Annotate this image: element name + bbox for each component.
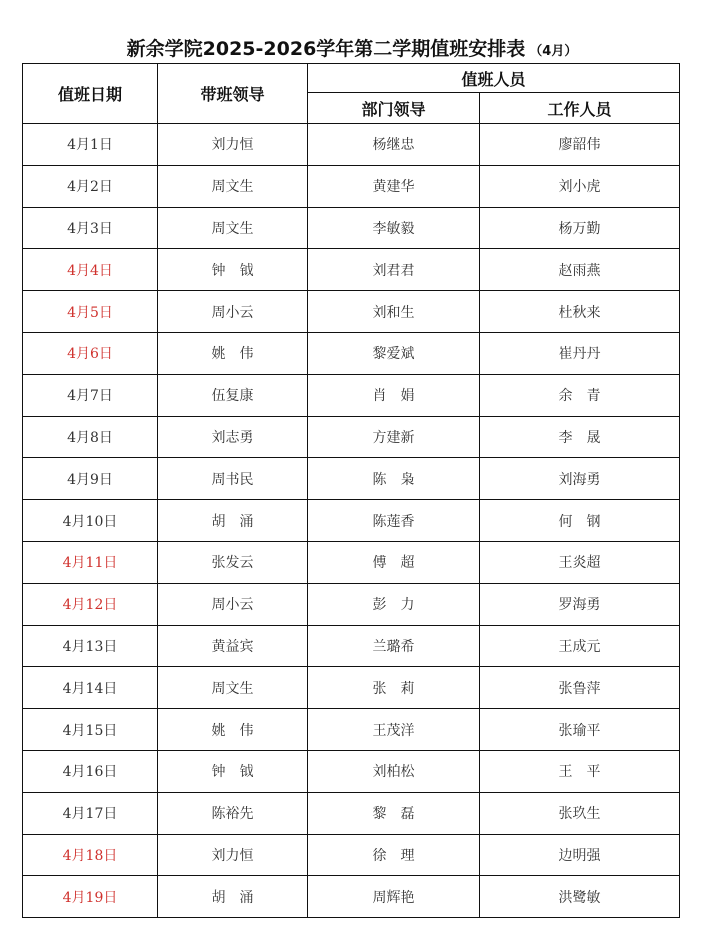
cell-worker: 何 钢 [480, 500, 680, 542]
cell-date: 4月19日 [23, 876, 158, 918]
cell-worker: 杨万勤 [480, 207, 680, 249]
table-row [23, 416, 680, 458]
cell-leader: 张发云 [158, 541, 308, 583]
cell-dept-leader: 肖 娟 [308, 374, 480, 416]
header-leader: 带班领导 [158, 64, 308, 124]
cell-dept-leader: 刘君君 [308, 249, 480, 291]
cell-date: 4月7日 [23, 374, 158, 416]
cell-leader: 周文生 [158, 165, 308, 207]
cell-dept-leader: 张 莉 [308, 667, 480, 709]
cell-date: 4月12日 [23, 583, 158, 625]
cell-date: 4月2日 [23, 165, 158, 207]
cell-leader: 周小云 [158, 583, 308, 625]
cell-dept-leader: 刘和生 [308, 291, 480, 333]
cell-date: 4月4日 [23, 249, 158, 291]
cell-worker: 赵雨燕 [480, 249, 680, 291]
cell-worker: 刘海勇 [480, 458, 680, 500]
table-row [23, 834, 680, 876]
cell-date: 4月5日 [23, 291, 158, 333]
cell-worker: 崔丹丹 [480, 332, 680, 374]
header-staff-group: 值班人员 [308, 64, 680, 93]
table-row [23, 332, 680, 374]
table-row [23, 750, 680, 792]
cell-dept-leader: 陈莲香 [308, 500, 480, 542]
cell-leader: 伍复康 [158, 374, 308, 416]
cell-worker: 廖韶伟 [480, 124, 680, 166]
cell-leader: 胡 涌 [158, 876, 308, 918]
cell-dept-leader: 李敏毅 [308, 207, 480, 249]
cell-dept-leader: 傅 超 [308, 541, 480, 583]
cell-leader: 刘力恒 [158, 124, 308, 166]
cell-date: 4月1日 [23, 124, 158, 166]
cell-dept-leader: 刘柏松 [308, 750, 480, 792]
table-row [23, 458, 680, 500]
table-header [23, 64, 680, 124]
cell-date: 4月14日 [23, 667, 158, 709]
cell-worker: 张鲁萍 [480, 667, 680, 709]
cell-worker: 张瑜平 [480, 709, 680, 751]
cell-leader: 刘力恒 [158, 834, 308, 876]
cell-worker: 边明强 [480, 834, 680, 876]
cell-leader: 姚 伟 [158, 709, 308, 751]
title-text: 新余学院2025-2026学年第二学期值班安排表 [126, 38, 526, 60]
cell-date: 4月9日 [23, 458, 158, 500]
cell-worker: 张玖生 [480, 792, 680, 834]
cell-date: 4月16日 [23, 750, 158, 792]
cell-dept-leader: 黄建华 [308, 165, 480, 207]
table-row [23, 583, 680, 625]
cell-worker: 王炎超 [480, 541, 680, 583]
cell-dept-leader: 方建新 [308, 416, 480, 458]
header-date: 值班日期 [23, 64, 158, 124]
cell-leader: 周文生 [158, 667, 308, 709]
table-row [23, 291, 680, 333]
table-row [23, 667, 680, 709]
cell-leader: 周文生 [158, 207, 308, 249]
cell-dept-leader: 王茂洋 [308, 709, 480, 751]
cell-date: 4月10日 [23, 500, 158, 542]
table-row [23, 374, 680, 416]
cell-dept-leader: 兰璐希 [308, 625, 480, 667]
cell-date: 4月15日 [23, 709, 158, 751]
table-row [23, 165, 680, 207]
cell-leader: 周书民 [158, 458, 308, 500]
cell-leader: 黄益宾 [158, 625, 308, 667]
cell-worker: 杜秋来 [480, 291, 680, 333]
cell-dept-leader: 陈 枭 [308, 458, 480, 500]
title-month: （4月） [529, 44, 578, 59]
header-dept-leader: 部门领导 [308, 93, 480, 124]
cell-worker: 余 青 [480, 374, 680, 416]
table-row [23, 876, 680, 918]
cell-date: 4月8日 [23, 416, 158, 458]
table-row [23, 625, 680, 667]
cell-worker: 洪鹭敏 [480, 876, 680, 918]
cell-date: 4月13日 [23, 625, 158, 667]
cell-leader: 周小云 [158, 291, 308, 333]
cell-dept-leader: 黎 磊 [308, 792, 480, 834]
cell-dept-leader: 黎爱斌 [308, 332, 480, 374]
cell-leader: 刘志勇 [158, 416, 308, 458]
cell-dept-leader: 徐 理 [308, 834, 480, 876]
cell-dept-leader: 杨继忠 [308, 124, 480, 166]
header-worker: 工作人员 [480, 93, 680, 124]
table-row [23, 541, 680, 583]
table-row [23, 792, 680, 834]
table-body [23, 124, 680, 918]
page-title [0, 34, 704, 61]
cell-leader: 钟 钺 [158, 750, 308, 792]
cell-leader: 胡 涌 [158, 500, 308, 542]
table-row [23, 207, 680, 249]
cell-date: 4月3日 [23, 207, 158, 249]
cell-leader: 姚 伟 [158, 332, 308, 374]
cell-worker: 李 晟 [480, 416, 680, 458]
table-row [23, 709, 680, 751]
cell-date: 4月11日 [23, 541, 158, 583]
cell-worker: 王成元 [480, 625, 680, 667]
cell-worker: 罗海勇 [480, 583, 680, 625]
table-row [23, 249, 680, 291]
cell-leader: 钟 钺 [158, 249, 308, 291]
cell-dept-leader: 周辉艳 [308, 876, 480, 918]
cell-dept-leader: 彭 力 [308, 583, 480, 625]
table-row [23, 500, 680, 542]
cell-leader: 陈裕先 [158, 792, 308, 834]
cell-worker: 刘小虎 [480, 165, 680, 207]
cell-date: 4月6日 [23, 332, 158, 374]
cell-date: 4月18日 [23, 834, 158, 876]
cell-date: 4月17日 [23, 792, 158, 834]
duty-schedule-table [22, 63, 680, 918]
cell-worker: 王 平 [480, 750, 680, 792]
table-row [23, 124, 680, 166]
